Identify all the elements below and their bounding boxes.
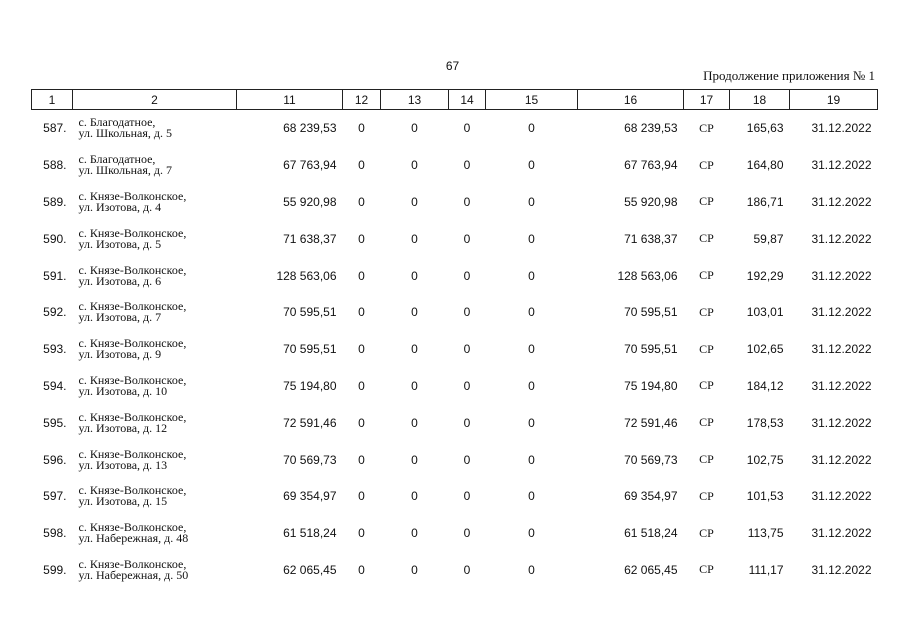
cell-col-19: 31.12.2022	[811, 489, 872, 504]
cell-col-13: 0	[411, 268, 418, 283]
cell-col-18: 102,65	[746, 342, 784, 357]
address-line-1: с. Князе-Волконское,	[78, 299, 187, 314]
column-header: 14	[449, 90, 486, 110]
cell-col-13: 0	[411, 415, 418, 430]
cell-col-12: 0	[358, 452, 365, 467]
cell-col-13: 0	[411, 378, 418, 393]
address-line-1: с. Князе-Волконское,	[78, 188, 187, 203]
cell-col-13: 0	[411, 489, 418, 504]
row-number: 596.	[43, 452, 67, 467]
cell-col-14: 0	[463, 305, 471, 320]
cell-col-11: 55 920,98	[283, 194, 337, 209]
cell-col-14: 0	[463, 526, 471, 541]
cell-col-13: 0	[411, 452, 418, 467]
table-row	[32, 441, 878, 478]
cell-col-13: 0	[411, 121, 418, 136]
cell-col-19: 31.12.2022	[811, 562, 872, 577]
page-number: 67	[445, 59, 460, 73]
cell-col-15: 0	[528, 452, 535, 467]
address-line-2: ул. Изотова, д. 12	[78, 420, 168, 435]
cell-col-17: СР	[699, 231, 714, 246]
table-row	[32, 515, 878, 552]
address-line-1: с. Князе-Волконское,	[78, 556, 187, 571]
cell-col-14: 0	[463, 268, 471, 283]
address-cell	[73, 404, 237, 441]
address-cell	[73, 441, 237, 478]
address-cell	[73, 147, 237, 184]
cell-col-18: 165,63	[746, 121, 784, 136]
address-cell	[73, 552, 237, 589]
cell-col-11: 72 591,46	[283, 415, 337, 430]
address-line-1: с. Князе-Волконское,	[78, 409, 187, 424]
cell-col-16: 67 763,94	[624, 158, 678, 173]
cell-col-15: 0	[528, 268, 535, 283]
address-cell	[73, 515, 237, 552]
cell-col-14: 0	[463, 489, 471, 504]
table-row	[32, 184, 878, 221]
address-line-2: ул. Набережная, д. 48	[78, 531, 189, 546]
cell-col-18: 192,29	[746, 268, 784, 283]
row-number: 592.	[43, 305, 67, 320]
header-row	[32, 90, 878, 110]
cell-col-11: 71 638,37	[283, 231, 337, 246]
cell-col-14: 0	[463, 231, 471, 246]
cell-col-15: 0	[528, 158, 535, 173]
cell-col-15: 0	[528, 305, 535, 320]
cell-col-18: 111,17	[748, 562, 784, 577]
cell-col-15: 0	[528, 489, 535, 504]
row-number: 595.	[43, 415, 67, 430]
row-number: 598.	[43, 526, 67, 541]
cell-col-12: 0	[358, 562, 365, 577]
row-number: 591.	[43, 268, 67, 283]
column-header: 19	[790, 90, 878, 110]
cell-col-17: СР	[699, 194, 714, 209]
cell-col-16: 72 591,46	[624, 415, 678, 430]
table-row	[32, 331, 878, 368]
cell-col-15: 0	[528, 562, 535, 577]
cell-col-16: 61 518,24	[624, 526, 678, 541]
cell-col-14: 0	[463, 452, 471, 467]
cell-col-14: 0	[463, 158, 471, 173]
cell-col-16: 68 239,53	[624, 121, 678, 136]
cell-col-11: 68 239,53	[283, 121, 337, 136]
column-header: 11	[237, 90, 343, 110]
address-line-2: ул. Изотова, д. 9	[78, 347, 162, 362]
address-line-1: с. Князе-Волконское,	[78, 483, 187, 498]
column-header: 18	[730, 90, 790, 110]
table-row	[32, 478, 878, 515]
address-cell	[73, 184, 237, 221]
cell-col-19: 31.12.2022	[811, 268, 872, 283]
cell-col-16: 55 920,98	[624, 194, 678, 209]
cell-col-19: 31.12.2022	[811, 305, 872, 320]
cell-col-12: 0	[358, 305, 365, 320]
cell-col-11: 75 194,80	[283, 378, 337, 393]
cell-col-12: 0	[358, 489, 365, 504]
address-cell	[73, 294, 237, 331]
cell-col-13: 0	[411, 158, 418, 173]
cell-col-17: СР	[699, 562, 714, 577]
column-header: 17	[684, 90, 730, 110]
registry-table	[31, 89, 878, 588]
cell-col-15: 0	[528, 121, 535, 136]
cell-col-12: 0	[358, 231, 365, 246]
cell-col-14: 0	[463, 378, 471, 393]
cell-col-13: 0	[411, 562, 418, 577]
cell-col-11: 70 595,51	[283, 305, 337, 320]
cell-col-15: 0	[528, 194, 535, 209]
row-number: 593.	[43, 342, 67, 357]
cell-col-19: 31.12.2022	[811, 415, 872, 430]
address-line-2: ул. Изотова, д. 15	[78, 494, 168, 509]
table-body	[32, 110, 878, 589]
column-header: 1	[32, 90, 73, 110]
cell-col-13: 0	[411, 231, 418, 246]
cell-col-16: 70 595,51	[624, 305, 678, 320]
cell-col-11: 61 518,24	[283, 526, 337, 541]
address-line-1: с. Князе-Волконское,	[78, 336, 187, 351]
cell-col-17: СР	[699, 157, 714, 172]
cell-col-11: 70 595,51	[283, 342, 337, 357]
cell-col-14: 0	[463, 562, 471, 577]
address-line-1: с. Благодатное,	[78, 115, 156, 130]
cell-col-18: 164,80	[746, 158, 784, 173]
table-row	[32, 147, 878, 184]
cell-col-19: 31.12.2022	[811, 158, 872, 173]
address-line-1: с. Князе-Волконское,	[78, 446, 187, 461]
cell-col-16: 70 595,51	[624, 342, 678, 357]
cell-col-17: СР	[699, 525, 714, 540]
cell-col-12: 0	[358, 268, 365, 283]
cell-col-18: 178,53	[746, 415, 784, 430]
cell-col-17: СР	[699, 415, 714, 430]
cell-col-19: 31.12.2022	[811, 378, 872, 393]
column-header: 15	[486, 90, 578, 110]
cell-col-18: 59,87	[753, 231, 784, 246]
address-cell	[73, 368, 237, 405]
address-line-1: с. Князе-Волконское,	[78, 225, 187, 240]
address-line-2: ул. Изотова, д. 5	[78, 236, 162, 251]
cell-col-15: 0	[528, 415, 535, 430]
cell-col-19: 31.12.2022	[811, 231, 872, 246]
cell-col-18: 184,12	[746, 378, 784, 393]
cell-col-16: 70 569,73	[624, 452, 678, 467]
cell-col-11: 128 563,06	[276, 268, 337, 283]
address-line-2: ул. Изотова, д. 10	[78, 383, 168, 398]
address-line-1: с. Князе-Волконское,	[78, 372, 187, 387]
cell-col-19: 31.12.2022	[811, 342, 872, 357]
table-row	[32, 404, 878, 441]
cell-col-18: 102,75	[746, 452, 784, 467]
table-row	[32, 368, 878, 405]
cell-col-11: 70 569,73	[283, 452, 337, 467]
table-row	[32, 220, 878, 257]
address-line-1: с. Князе-Волконское,	[78, 262, 187, 277]
address-line-2: ул. Изотова, д. 7	[78, 310, 162, 325]
cell-col-17: СР	[699, 488, 714, 503]
cell-col-11: 69 354,97	[283, 489, 337, 504]
row-number: 597.	[43, 489, 67, 504]
cell-col-12: 0	[358, 158, 365, 173]
cell-col-14: 0	[463, 415, 471, 430]
cell-col-11: 62 065,45	[283, 562, 337, 577]
address-cell	[73, 257, 237, 294]
column-header: 12	[343, 90, 381, 110]
row-number: 589.	[43, 194, 67, 209]
column-header: 13	[381, 90, 449, 110]
address-line-2: ул. Изотова, д. 13	[78, 457, 168, 472]
address-cell	[73, 220, 237, 257]
cell-col-15: 0	[528, 378, 535, 393]
address-line-1: с. Благодатное,	[78, 152, 156, 167]
cell-col-17: СР	[699, 452, 714, 467]
address-line-2: ул. Школьная, д. 7	[78, 163, 172, 178]
cell-col-12: 0	[358, 526, 365, 541]
cell-col-12: 0	[358, 378, 365, 393]
column-header: 2	[73, 90, 237, 110]
address-line-2: ул. Изотова, д. 6	[78, 273, 162, 288]
table-row	[32, 294, 878, 331]
table-row	[32, 552, 878, 589]
cell-col-19: 31.12.2022	[811, 526, 872, 541]
cell-col-18: 186,71	[746, 194, 784, 209]
cell-col-13: 0	[411, 194, 418, 209]
row-number: 587.	[43, 121, 67, 136]
cell-col-13: 0	[411, 342, 418, 357]
cell-col-15: 0	[528, 526, 535, 541]
cell-col-14: 0	[463, 121, 471, 136]
row-number: 594.	[43, 378, 67, 393]
cell-col-17: СР	[699, 341, 714, 356]
cell-col-17: СР	[699, 268, 714, 283]
cell-col-12: 0	[358, 121, 365, 136]
row-number: 590.	[43, 231, 67, 246]
cell-col-11: 67 763,94	[283, 158, 337, 173]
column-header: 16	[578, 90, 684, 110]
cell-col-13: 0	[411, 305, 418, 320]
cell-col-15: 0	[528, 231, 535, 246]
cell-col-19: 31.12.2022	[811, 452, 872, 467]
cell-col-18: 103,01	[746, 305, 784, 320]
cell-col-16: 69 354,97	[624, 489, 678, 504]
row-number: 599.	[43, 562, 67, 577]
address-line-2: ул. Набережная, д. 50	[78, 567, 189, 582]
cell-col-17: СР	[699, 120, 714, 135]
cell-col-17: СР	[699, 378, 714, 393]
cell-col-16: 75 194,80	[624, 378, 678, 393]
cell-col-18: 101,53	[746, 489, 784, 504]
cell-col-19: 31.12.2022	[811, 121, 872, 136]
address-line-2: ул. Изотова, д. 4	[78, 199, 162, 214]
cell-col-16: 71 638,37	[624, 231, 678, 246]
cell-col-14: 0	[463, 194, 471, 209]
address-line-1: с. Князе-Волконское,	[78, 520, 187, 535]
address-cell	[73, 110, 237, 147]
cell-col-19: 31.12.2022	[811, 194, 872, 209]
address-line-2: ул. Школьная, д. 5	[78, 126, 172, 141]
cell-col-16: 128 563,06	[617, 268, 678, 283]
row-number: 588.	[43, 158, 67, 173]
continuation-note: Продолжение приложения № 1	[703, 68, 875, 83]
cell-col-16: 62 065,45	[624, 562, 678, 577]
cell-col-18: 113,75	[747, 526, 784, 541]
cell-col-12: 0	[358, 194, 365, 209]
table-row	[32, 257, 878, 294]
cell-col-14: 0	[463, 342, 471, 357]
address-cell	[73, 331, 237, 368]
cell-col-15: 0	[528, 342, 535, 357]
table-row	[32, 110, 878, 147]
cell-col-12: 0	[358, 415, 365, 430]
cell-col-13: 0	[411, 526, 418, 541]
cell-col-17: СР	[699, 304, 714, 319]
address-cell	[73, 478, 237, 515]
cell-col-12: 0	[358, 342, 365, 357]
